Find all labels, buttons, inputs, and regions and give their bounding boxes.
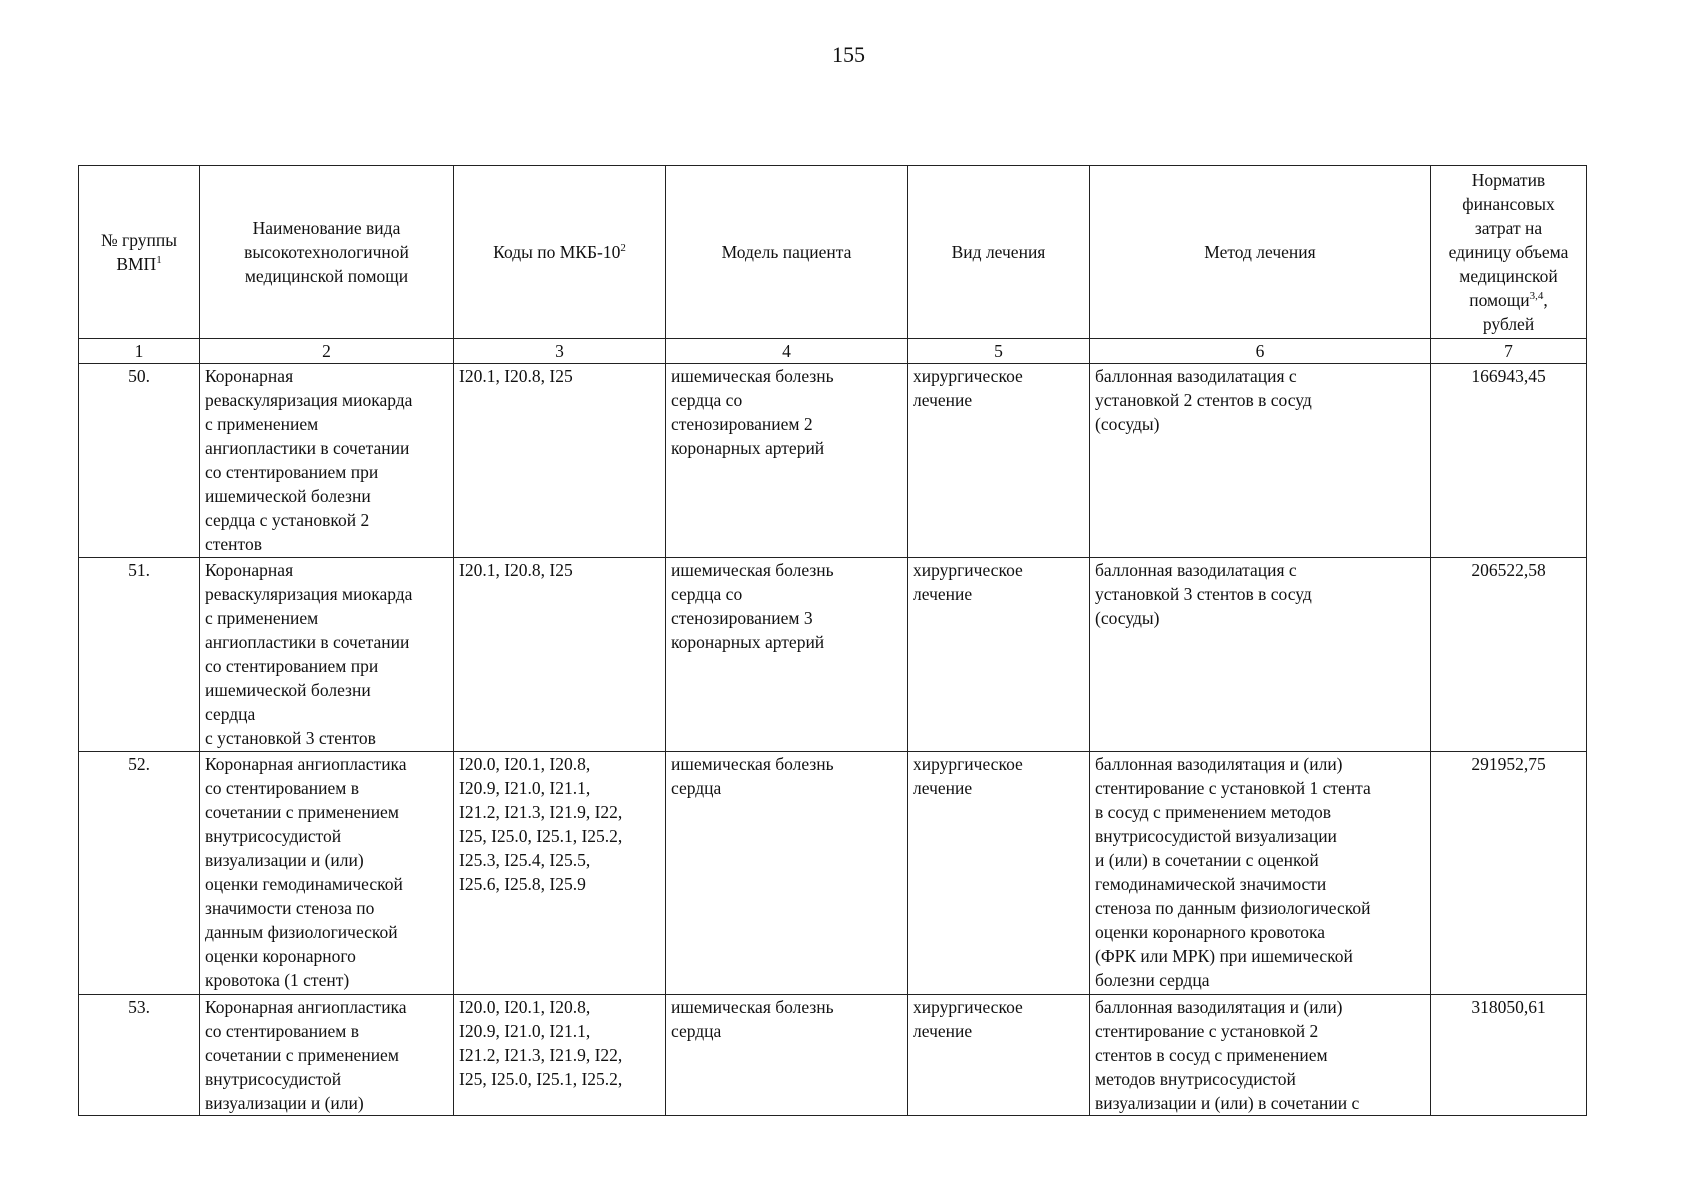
icd-codes-cell: I20.1, I20.8, I25	[454, 364, 666, 558]
cost-cell: 166943,45	[1431, 364, 1587, 558]
column-number: 7	[1431, 339, 1587, 364]
column-number: 5	[908, 339, 1090, 364]
table-row	[79, 995, 1587, 1116]
icd-codes-cell: I20.0, I20.1, I20.8, I20.9, I21.0, I21.1, I21.2, I21.3, I21.9, I22, I25, I25.0, I25.1, I25.2, I25.3, I25.4, I25.5, I25.6, I25.8, I25.9	[454, 752, 666, 995]
care-type-name-cell: Коронарная ангиопластика со стентированием в сочетании с применением внутрисосудистой визуализации и (или) оценки гемодинамической значимости стеноза по данным физиологической оценки коронарного кровотока (1 стент)	[200, 752, 454, 995]
patient-model-cell: ишемическая болезнь сердца со стенозированием 2 коронарных артерий	[666, 364, 908, 558]
header-group-number: № группы ВМП$^1$	[79, 166, 200, 339]
treatment-method-cell: баллонная вазодилятация и (или) стентирование с установкой 1 стента в сосуд с применением методов внутрисосудистой визуализации и (или) в сочетании с оценкой гемодинамической значимости стеноза по данным физиологической оценки коронарного кровотока (ФРК или МРК) при ишемической болезни сердца	[1090, 752, 1431, 995]
column-number: 2	[200, 339, 454, 364]
treatment-method-cell: баллонная вазодилатация с установкой 3 стентов в сосуд (сосуды)	[1090, 558, 1431, 752]
header-treatment-method: Метод лечения	[1090, 166, 1431, 339]
treatment-method-cell: баллонная вазодилатация с установкой 2 стентов в сосуд (сосуды)	[1090, 364, 1431, 558]
group-number-cell: 51.	[79, 558, 200, 752]
page-number: 155	[832, 42, 865, 67]
table-row	[79, 364, 1587, 558]
column-number-row	[79, 339, 1587, 364]
care-type-name-cell: Коронарная реваскуляризация миокарда с применением ангиопластики в сочетании со стентированием при ишемической болезни сердца с установкой 3 стентов	[200, 558, 454, 752]
patient-model-cell: ишемическая болезнь сердца	[666, 752, 908, 995]
treatment-type-cell: хирургическое лечение	[908, 364, 1090, 558]
column-number: 6	[1090, 339, 1431, 364]
column-number: 1	[79, 339, 200, 364]
vmp-table	[78, 165, 1587, 1116]
table-row	[79, 752, 1587, 995]
group-number-cell: 50.	[79, 364, 200, 558]
treatment-type-cell: хирургическое лечение	[908, 558, 1090, 752]
header-treatment-type: Вид лечения	[908, 166, 1090, 339]
care-type-name-cell: Коронарная ангиопластика со стентированием в сочетании с применением внутрисосудистой визуализации и (или)	[200, 995, 454, 1116]
cost-cell: 291952,75	[1431, 752, 1587, 995]
header-care-type-name: Наименование вида высокотехнологичной медицинской помощи	[200, 166, 454, 339]
patient-model-cell: ишемическая болезнь сердца	[666, 995, 908, 1116]
care-type-name-cell: Коронарная реваскуляризация миокарда с применением ангиопластики в сочетании со стентированием при ишемической болезни сердца с установкой 2 стентов	[200, 364, 454, 558]
group-number-cell: 52.	[79, 752, 200, 995]
cost-cell: 206522,58	[1431, 558, 1587, 752]
column-number: 4	[666, 339, 908, 364]
treatment-type-cell: хирургическое лечение	[908, 752, 1090, 995]
treatment-type-cell: хирургическое лечение	[908, 995, 1090, 1116]
header-icd-codes: Коды по МКБ-$10^2$	[454, 166, 666, 339]
group-number-cell: 53.	[79, 995, 200, 1116]
treatment-method-cell: баллонная вазодилятация и (или) стентирование с установкой 2 стентов в сосуд с применением методов внутрисосудистой визуализации и (или) в сочетании с	[1090, 995, 1431, 1116]
header-cost-standard: Норматив финансовых затрат на единицу объема медицинской помощи$^{3,4}$, рублей	[1431, 166, 1587, 339]
header-row	[79, 166, 1587, 339]
icd-codes-cell: I20.0, I20.1, I20.8, I20.9, I21.0, I21.1, I21.2, I21.3, I21.9, I22, I25, I25.0, I25.1, I25.2,	[454, 995, 666, 1116]
table-row	[79, 558, 1587, 752]
header-patient-model: Модель пациента	[666, 166, 908, 339]
column-number: 3	[454, 339, 666, 364]
patient-model-cell: ишемическая болезнь сердца со стенозированием 3 коронарных артерий	[666, 558, 908, 752]
icd-codes-cell: I20.1, I20.8, I25	[454, 558, 666, 752]
cost-cell: 318050,61	[1431, 995, 1587, 1116]
